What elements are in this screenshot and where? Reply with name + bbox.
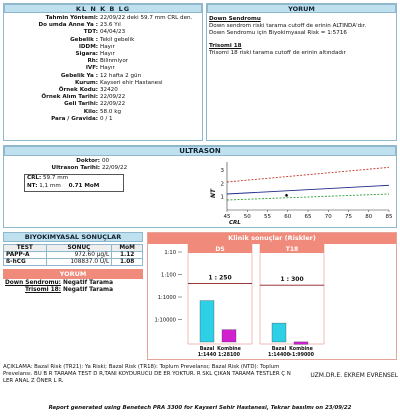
- risk-bar-category: Kombine: [217, 347, 241, 352]
- patient-field-label: Do umda Anne Ya :: [38, 22, 98, 29]
- nt-label: NT:: [27, 182, 38, 189]
- patient-field-label: Geli Tarihi:: [64, 101, 98, 108]
- y-axis-label: NT: [210, 188, 217, 198]
- risk-bar-category: Bazal: [199, 347, 215, 352]
- biyo-table: [3, 244, 143, 266]
- risk-bar: [222, 330, 236, 342]
- risk-bar-value: 1:28100: [218, 353, 240, 358]
- patient-field-value: 22/09/22: [100, 101, 126, 108]
- risk-y-tick-label: 1:1000: [157, 295, 176, 301]
- patient-field-value: Hayır: [100, 65, 115, 72]
- x-tick-label: 70: [324, 214, 332, 220]
- patient-field-value: Tekil gebelik: [100, 36, 135, 43]
- risk-chart: [148, 244, 396, 359]
- risk-y-tick-label: 1:100: [161, 272, 176, 279]
- patient-field-row: [4, 37, 202, 44]
- footer-generated: Report generated using Benetech PRA 3300 for Kayseri Sehir Hastanesi, Tekrar basılmı on 23/09/22: [48, 405, 352, 411]
- col-sonuc: SONUÇ: [46, 245, 112, 252]
- patient-title: KL N K B LG: [4, 4, 202, 13]
- t18-result-label: Trisomi 18:: [24, 287, 61, 294]
- risk-bar: [272, 323, 286, 342]
- down-result-label: Down Sendromu:: [4, 280, 61, 286]
- table-row: [4, 259, 143, 266]
- patient-field-row: [4, 44, 202, 51]
- risk-bar-value: >1:99000: [288, 353, 314, 358]
- patient-fields: [4, 13, 202, 123]
- nt-mom: 0.71 MoM: [68, 182, 100, 189]
- t18-line1: Trisomi 18 riski tarama cutoff de erinin altındadır: [209, 50, 346, 56]
- nt-data-point: [285, 194, 288, 197]
- biyo-panel: [3, 232, 143, 328]
- patient-field-value: 04/04/23: [100, 29, 126, 36]
- risk-panel-name: DS: [215, 246, 225, 253]
- col-mom: MoM: [112, 245, 143, 252]
- footer-note: AÇIKLAMA: Bazal Risk (TR21): Ya Riski; Bazal Risk (TR18): Toplum Prevelansı; Bazal Risk (NTD): Toplum Prevelansı. BU B R TARAMA TEST D R,TANI KOYDURUCU DE ER YOKTUR. R SKL ÇIKAN TARAMA TESTLER Ç N LER ANAL Z ÖNER L R.: [3, 364, 291, 384]
- risk-y-tick-label: 1:10: [164, 250, 176, 256]
- y-tick-label: 2: [220, 181, 224, 188]
- x-tick-label: 50: [243, 214, 251, 220]
- test-mom: 1.12: [112, 252, 143, 259]
- nt-value: 1,1 mm: [39, 182, 61, 189]
- y-tick-label: 3: [220, 168, 224, 174]
- ultrason-title: ULTRASON: [4, 146, 396, 156]
- risk-bar-category: Kombine: [289, 347, 313, 352]
- t18-result-value: Negatif Tarama: [63, 287, 113, 294]
- us-date-label: Ultrason Tarihi:: [51, 165, 100, 172]
- table-row: [4, 252, 143, 259]
- series-line-1: [227, 185, 389, 194]
- patient-field-label: Kilo:: [83, 108, 98, 115]
- x-tick-label: 45: [223, 214, 231, 220]
- biyo-yorum-title: YORUM: [3, 269, 143, 279]
- yorum-title: YORUM: [207, 4, 396, 13]
- doktor-label: Doktor:: [76, 158, 100, 164]
- patient-field-row: [4, 80, 202, 87]
- test-mom: 1.08: [112, 259, 143, 266]
- risk-bar: [294, 342, 308, 345]
- down-result-row: [3, 280, 143, 287]
- yorum-panel: [206, 3, 397, 141]
- patient-field-value: Kayseri ehir Hastanesi: [100, 79, 163, 86]
- test-name: ß-hCG: [4, 259, 47, 266]
- patient-field-label: IVF:: [85, 65, 98, 72]
- patient-field-value: 12 hafta 2 gün: [100, 72, 142, 79]
- down-line2: Down Sendromu için Biyokimyasal Risk = 1:5716: [209, 30, 347, 36]
- risk-bar-category: Bazal: [271, 347, 287, 352]
- footer-doctor: UZM.DR.E. EKREM EVRENSEL: [310, 372, 398, 379]
- patient-field-row: [4, 22, 202, 29]
- patient-field-value: 58.0 kg: [100, 108, 122, 115]
- x-tick-label: 80: [365, 214, 373, 220]
- patient-field-value: 0 / 1: [100, 115, 113, 122]
- nt-chart: [209, 158, 395, 228]
- risk-panel-1: [260, 244, 324, 344]
- col-test: TEST: [4, 245, 47, 252]
- patient-field-row: [4, 94, 202, 101]
- patient-field-label: Örnek Alım Tarihi:: [41, 94, 98, 101]
- down-heading: Down Sendromu: [209, 16, 261, 22]
- us-date-value: 22/09/22: [102, 165, 128, 172]
- x-axis-label: CRL: [229, 220, 241, 226]
- patient-field-value: 22/09/22 deki 59.7 mm CRL den.: [100, 15, 193, 21]
- patient-field-row: [4, 51, 202, 58]
- risk-bar-value: 1:14400: [268, 353, 290, 358]
- patient-field-label: Gebelik Ya :: [60, 72, 98, 79]
- patient-field-value: 22/09/22: [100, 94, 126, 101]
- risk-bar: [200, 301, 214, 342]
- patient-field-label: Rh:: [87, 58, 98, 65]
- t18-heading: Trisomi 18: [209, 43, 242, 49]
- patient-field-label: IDDM:: [78, 43, 98, 50]
- x-tick-label: 75: [345, 214, 352, 220]
- patient-field-row: [4, 29, 202, 36]
- test-result: 108837.0 U/L: [46, 259, 112, 266]
- patient-field-value: Bilinmiyor: [100, 58, 129, 65]
- patient-field-label: Örnek Kodu:: [58, 87, 98, 94]
- crl-value: 59.7 mm: [43, 175, 69, 181]
- risk-panel-0: [188, 244, 252, 344]
- test-name: PAPP-A: [4, 252, 47, 259]
- patient-field-row: [4, 15, 202, 22]
- series-line-0: [227, 167, 389, 182]
- patient-field-label: Gebelik :: [70, 36, 98, 43]
- ultrason-panel: [3, 145, 397, 228]
- crl-label: CRL:: [27, 175, 42, 181]
- cutoff-label: 1 : 250: [208, 274, 232, 282]
- patient-field-value: 23.6 Yıl: [100, 22, 121, 29]
- risk-bar-value: 1:1440: [197, 353, 217, 358]
- y-tick-label: 1: [220, 194, 224, 201]
- patient-field-row: [4, 73, 202, 80]
- crl-nt-box: [24, 174, 124, 192]
- patient-field-value: 32420: [100, 87, 118, 94]
- patient-field-label: TDT:: [83, 29, 98, 36]
- patient-field-row: [4, 101, 202, 108]
- test-result: 972.60 µg/L: [46, 252, 112, 259]
- patient-field-label: Kurum:: [74, 79, 98, 86]
- x-tick-label: 60: [284, 214, 292, 220]
- klinik-panel: [147, 232, 397, 360]
- x-tick-label: 85: [385, 214, 393, 220]
- patient-field-label: Sigara:: [75, 51, 98, 58]
- series-line-2: [227, 194, 389, 200]
- patient-field-row: [4, 109, 202, 116]
- down-line1: Down sendrom riski tarama cutoff de erinin ALTINDA'dır.: [209, 23, 367, 29]
- klinik-title: Klinik sonuçlar (Riskler): [148, 233, 396, 244]
- patient-field-label: Para / Gravida:: [51, 115, 98, 122]
- down-result-value: Negatif Tarama: [63, 280, 113, 286]
- patient-field-row: [4, 58, 202, 65]
- patient-field-value: Hayır: [100, 43, 115, 50]
- biyo-title: BIYOKIMYASAL SONUÇLAR: [3, 232, 143, 242]
- patient-panel: [3, 3, 203, 141]
- patient-field-label: Tahmin Yöntemi:: [45, 15, 98, 21]
- risk-panel-name: T18: [285, 246, 299, 253]
- doktor-value: 00: [102, 158, 110, 164]
- cutoff-label: 1 : 300: [280, 276, 304, 284]
- x-tick-label: 65: [304, 214, 312, 220]
- patient-field-row: [4, 116, 202, 123]
- patient-field-value: Hayır: [100, 51, 115, 58]
- patient-field-row: [4, 65, 202, 72]
- risk-y-tick-label: 1:10000: [154, 317, 176, 324]
- patient-field-row: [4, 87, 202, 94]
- t18-result-row: [3, 287, 143, 294]
- x-tick-label: 55: [264, 214, 271, 220]
